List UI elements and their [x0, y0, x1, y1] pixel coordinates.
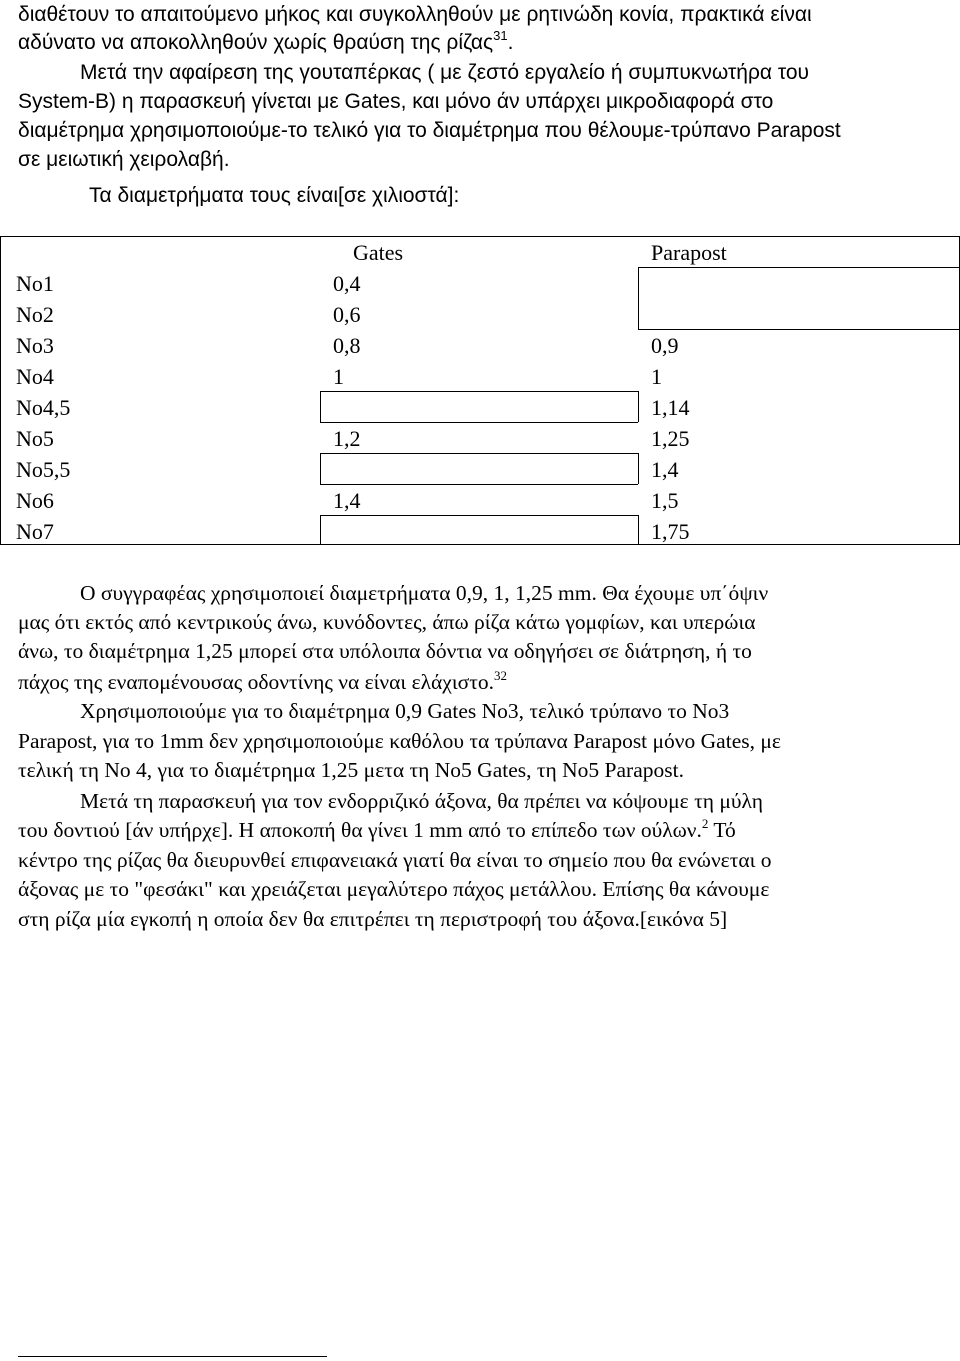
para2-line: Χρησιμοποιούμε για το διαμέτρημα 0,9 Gates No3, τελικό τρύπανο το No3: [80, 699, 730, 723]
table-cell-parapost: [638, 267, 960, 298]
table-cell-border: [638, 267, 639, 329]
table-row: [0, 422, 960, 453]
table-cell-size: No1: [16, 271, 54, 296]
table-cell-gates: [320, 453, 638, 484]
intro-line: διαμέτρημα χρησιμοποιούμε-το τελικό για το διαμέτρημα που θέλουμε-τρύπανο Parapost: [18, 119, 841, 142]
table-row: [0, 298, 960, 329]
para1-line-text: πάχος της εναπομένουσας οδοντίνης να είναι ελάχιστο.: [18, 670, 494, 694]
table-cell-border: [320, 515, 638, 516]
table-cell-size: No7: [16, 519, 54, 544]
table-cell-border: [320, 515, 321, 545]
para1-line: μας ότι εκτός από κεντρικούς άνω, κυνόδοντες, άπω ρίζα κάτω γομφίων, και υπερώια: [18, 610, 756, 634]
para3-line-with-ref: [18, 815, 736, 845]
table-cell-size: No4: [16, 364, 54, 389]
intro-line-text: αδύνατο να αποκολληθούν χωρίς θραύση της ρίζας: [18, 31, 494, 54]
table-cell-border: [638, 267, 960, 268]
table-cell-border: [320, 391, 638, 392]
intro-line-end: .: [507, 31, 514, 54]
intro-line: System-B) η παρασκευή γίνεται με Gates, και μόνο άν υπάρχει μικροδιαφορά στο: [18, 90, 774, 113]
table-row: [0, 329, 960, 360]
table-cell-border: [320, 422, 638, 423]
table-row: [0, 360, 960, 391]
table-cell-border: [320, 453, 321, 484]
table-header-row: [0, 236, 960, 267]
table-header-gates: Gates: [353, 240, 404, 265]
table-row: [0, 515, 960, 546]
table-row: [0, 267, 960, 298]
table-cell-border: [320, 453, 638, 454]
para1-line: Ο συγγραφέας χρησιμοποιεί διαμετρήματα 0,9, 1, 1,25 mm. Θα έχουμε υπ΄όψιν: [80, 581, 769, 605]
table-cell-parapost: 1: [651, 364, 662, 389]
table-cell-parapost: 1,25: [651, 426, 690, 451]
table-cell-border: [638, 453, 639, 484]
table-cell-parapost: 1,14: [651, 395, 690, 420]
para3-line: Μετά τη παρασκευή για τον ενδορριζικό άξονα, θα πρέπει να κόψουμε τη μύλη: [80, 789, 763, 813]
table-cell-size: No6: [16, 488, 54, 513]
intro-line-with-ref: [18, 29, 513, 57]
footnote-ref: 2: [701, 816, 709, 831]
para3-line: άξονας με το "φεσάκι" και χρειάζεται μεγαλύτερο πάχος μετάλλου. Επίσης θα κάνουμε: [18, 877, 770, 901]
footnote-separator: [18, 1356, 327, 1357]
table-row: [0, 484, 960, 515]
table-cell-parapost: [638, 298, 960, 329]
table-cell-gates: 0,8: [333, 333, 361, 358]
table-cell-gates: 1: [333, 364, 344, 389]
para1-line-with-ref: [18, 667, 507, 697]
footnote-ref: 31: [493, 28, 508, 43]
intro-line: Μετά την αφαίρεση της γουταπέρκας ( με ζεστό εργαλείο ή συμπυκνωτήρα του: [80, 61, 810, 84]
intro-line: διαθέτουν το απαιτούμενο μήκος και συγκολληθούν με ρητινώδη κονία, πρακτικά είναι: [18, 3, 812, 26]
table-cell-size: No4,5: [16, 395, 71, 420]
table-header-parapost: Parapost: [651, 240, 727, 265]
table-border-top: [0, 236, 960, 237]
table-cell-gates: 1,4: [333, 488, 361, 513]
table-cell-gates: 0,4: [333, 271, 361, 296]
table-cell-size: No5: [16, 426, 54, 451]
diameter-table: [0, 236, 960, 545]
para3-line-text: του δοντιού [άν υπήρχε]. Η αποκοπή θα γίνει 1 mm από το επίπεδο των ούλων.: [18, 818, 702, 842]
para2-line: Parapost, για το 1mm δεν χρησιμοποιούμε καθόλου τα τρύπανα Parapost μόνο Gates, με: [18, 729, 781, 753]
table-cell-border: [638, 329, 960, 330]
table-cell-parapost: 1,5: [651, 488, 679, 513]
para3-line: κέντρο της ρίζας θα διευρυνθεί επιφανειακά γιατί θα είναι το σημείο που θα ενώνεται ο: [18, 848, 772, 872]
table-cell-gates: 1,2: [333, 426, 361, 451]
intro-line: σε μειωτική χειρολαβή.: [18, 148, 230, 171]
table-cell-border: [320, 391, 321, 422]
table-cell-size: No2: [16, 302, 54, 327]
table-cell-border: [638, 391, 639, 422]
table-border-left: [0, 236, 1, 545]
table-cell-border: [638, 515, 639, 545]
table-caption: Τα διαμετρήματα τους είναι[σε χιλιοστά]:: [89, 184, 460, 207]
para2-line: τελική τη Νο 4, για το διαμέτρημα 1,25 μετα τη Νο5 Gates, τη Νο5 Parapost.: [18, 758, 684, 782]
table-cell-size: No5,5: [16, 457, 71, 482]
table-cell-parapost: 1,75: [651, 519, 690, 544]
table-header-cell: [0, 236, 320, 267]
para1-line: άνω, το διαμέτρημα 1,25 μπορεί στα υπόλοιπα δόντια να οδηγήσει σε διάτρηση, ή το: [18, 639, 752, 663]
table-cell-size: No3: [16, 333, 54, 358]
table-cell-gates: [320, 391, 638, 422]
table-cell-gates: [320, 515, 638, 546]
table-cell-parapost: 0,9: [651, 333, 679, 358]
para3-line-end: Τό: [708, 818, 736, 842]
table-border-bottom: [0, 544, 960, 545]
table-row: [0, 391, 960, 422]
para3-line: στη ρίζα μία εγκοπή η οποία δεν θα επιτρέπει τη περιστροφή του άξονα.[εικόνα 5]: [18, 907, 728, 931]
table-cell-gates: 0,6: [333, 302, 361, 327]
footnote-ref: 32: [493, 668, 507, 683]
table-cell-parapost: 1,4: [651, 457, 679, 482]
table-row: [0, 453, 960, 484]
table-cell-border: [320, 484, 638, 485]
